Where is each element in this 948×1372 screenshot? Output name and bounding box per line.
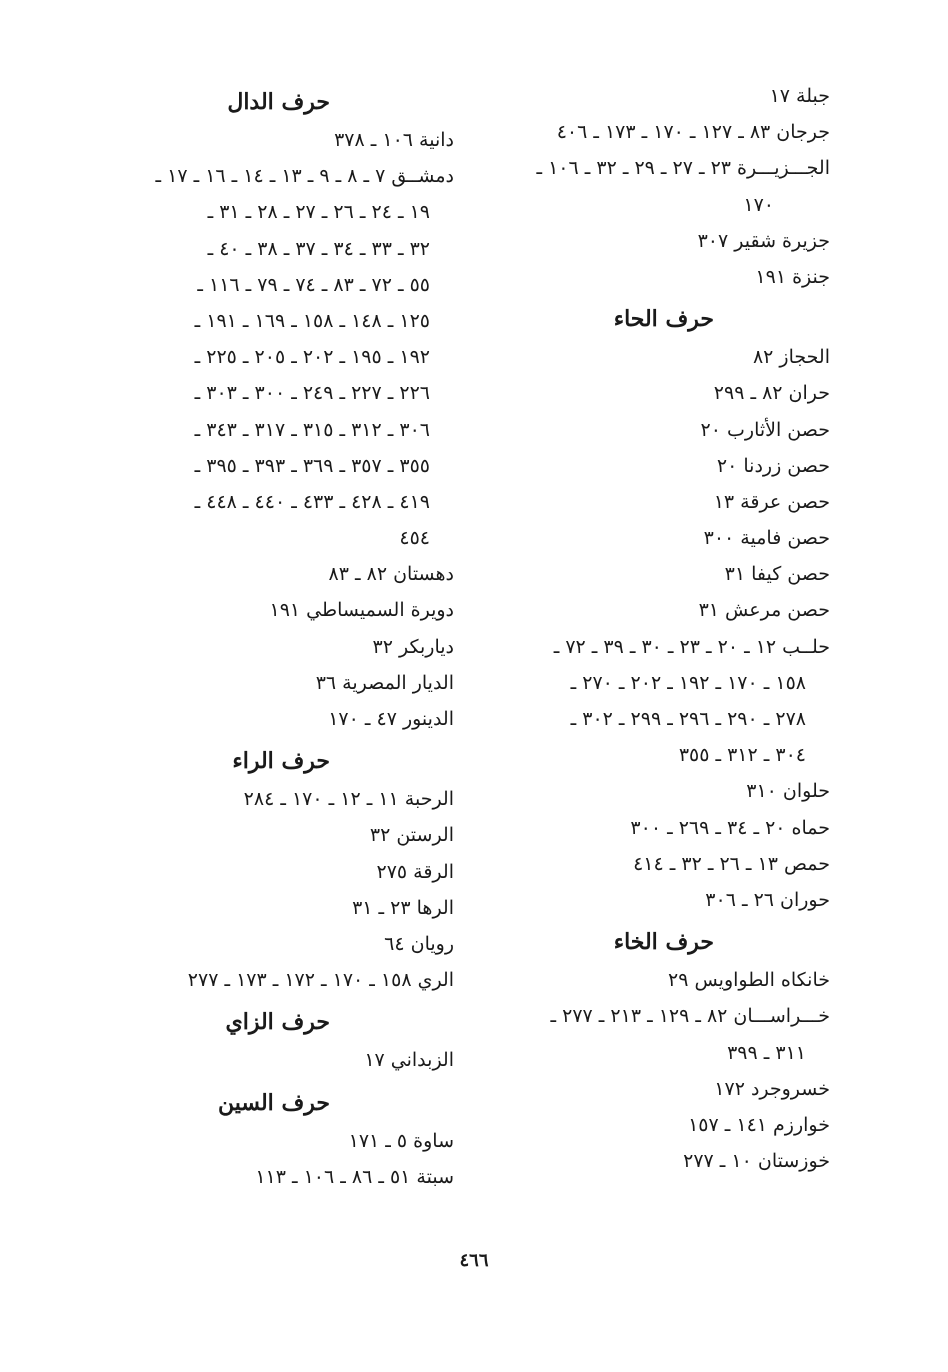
index-entry-continuation: ٣٠٤ ـ ٣١٢ ـ ٣٥٥ <box>678 744 806 767</box>
index-entry-continuation: ٢٢٦ ـ ٢٢٧ ـ ٢٤٩ ـ ٣٠٠ ـ ٣٠٣ ـ <box>194 382 430 405</box>
index-entry: الري ١٥٨ ـ ١٧٠ ـ ١٧٢ ـ ١٧٣ ـ ٢٧٧ <box>187 969 454 992</box>
index-entry-continuation: ١٥٨ ـ ١٧٠ ـ ١٩٢ ـ ٢٠٢ ـ ٢٧٠ ـ <box>570 671 806 694</box>
index-entry: حماه ٢٠ ـ ٣٤ ـ ٢٦٩ ـ ٣٠٠ <box>630 816 830 839</box>
index-entry-continuation: ٤١٩ ـ ٤٢٨ ـ ٤٣٣ ـ ٤٤٠ ـ ٤٤٨ ـ <box>194 490 430 513</box>
index-entry: جرجان ٨٣ ـ ١٢٧ ـ ١٧٠ ـ ١٧٣ ـ ٤٠٦ <box>556 121 830 144</box>
index-entry: ساوة ٥ ـ ١٧١ <box>348 1129 454 1152</box>
index-entry: خـــراســـان ٨٢ ـ ١٢٩ ـ ٢١٣ ـ ٢٧٧ ـ <box>550 1005 830 1028</box>
index-entry: دمشــق ٧ ـ ٨ ـ ٩ ـ ١٣ ـ ١٤ ـ ١٦ ـ ١٧ ـ <box>155 165 454 188</box>
index-entry: الرها ٢٣ ـ ٣١ <box>352 896 454 919</box>
index-entry: حصن فامية ٣٠٠ <box>703 527 830 550</box>
index-entry: الجـــزيـــرة ٢٣ ـ ٢٧ ـ ٢٩ ـ ٣٢ ـ ١٠٦ ـ <box>536 157 830 180</box>
index-entry: دهستان ٨٢ ـ ٨٣ <box>328 563 454 586</box>
index-entry-continuation: ١٩٢ ـ ١٩٥ ـ ٢٠٢ ـ ٢٠٥ ـ ٢٢٥ ـ <box>194 346 430 369</box>
index-entry-continuation: ١٧٠ <box>743 193 774 216</box>
index-entry: خانكاه الطواويس ٢٩ <box>668 969 830 992</box>
index-entry: حصن زردنا ٢٠ <box>716 454 830 477</box>
index-entry: حمص ١٣ ـ ٢٦ ـ ٣٢ ـ ٤١٤ <box>633 852 830 875</box>
index-entry: الحجاز ٨٢ <box>752 346 830 369</box>
index-entry: دياربكر ٣٢ <box>372 635 454 658</box>
index-entry: حلوان ٣١٠ <box>746 780 830 803</box>
index-entry: جنزة ١٩١ <box>755 265 830 288</box>
index-entry: حصن عرقة ١٣ <box>713 490 830 513</box>
index-entry-continuation: ٣٥٥ ـ ٣٥٧ ـ ٣٦٩ ـ ٣٩٣ ـ ٣٩٥ ـ <box>194 454 430 477</box>
index-entry: جزيرة شقير ٣٠٧ <box>697 229 830 252</box>
section-heading: حرف الزاي <box>225 1009 330 1036</box>
index-entry-continuation: ١٩ ـ ٢٤ ـ ٢٦ ـ ٢٧ ـ ٢٨ ـ ٣١ ـ <box>207 201 430 224</box>
section-heading: حرف الراء <box>232 748 330 775</box>
index-entry: رويان ٦٤ <box>384 932 454 955</box>
index-entry-continuation: ٤٥٤ <box>399 527 430 550</box>
index-entry: خوارزم ١٤١ ـ ١٥٧ <box>688 1113 830 1136</box>
section-heading: حرف الحاء <box>613 306 714 333</box>
index-entry-continuation: ١٢٥ ـ ١٤٨ ـ ١٥٨ ـ ١٦٩ ـ ١٩١ ـ <box>194 309 430 332</box>
index-entry: دويرة السميساطي ١٩١ <box>269 599 454 622</box>
index-column-right <box>470 78 830 1179</box>
index-entry: الرحبة ١١ ـ ١٢ ـ ١٧٠ ـ ٢٨٤ <box>243 788 454 811</box>
section-heading: حرف الخاء <box>613 929 714 956</box>
index-entry: حلــب ١٢ ـ ٢٠ ـ ٢٣ ـ ٣٠ ـ ٣٩ ـ ٧٢ ـ <box>553 635 830 658</box>
section-heading: حرف الدال <box>227 89 330 115</box>
index-entry: حصن كيفا ٣١ <box>724 563 830 586</box>
index-entry: الديار المصرية ٣٦ <box>315 671 454 694</box>
index-entry: حصن الأثارب ٢٠ <box>700 418 830 441</box>
index-entry: حران ٨٢ ـ ٢٩٩ <box>713 382 830 405</box>
index-entry-continuation: ٢٧٨ ـ ٢٩٠ ـ ٢٩٦ ـ ٢٩٩ ـ ٣٠٢ ـ <box>570 708 806 730</box>
index-entry-continuation: ٥٥ ـ ٧٢ ـ ٨٣ ـ ٧٤ ـ ٧٩ ـ ١١٦ ـ <box>197 273 430 296</box>
index-column-left <box>94 78 454 1195</box>
index-entry: الزبداني ١٧ <box>364 1049 454 1072</box>
index-entry: خوزستان ١٠ ـ ٢٧٧ <box>683 1150 830 1173</box>
index-entry: جبلة ١٧ <box>769 85 830 107</box>
index-entry: الدينور ٤٧ ـ ١٧٠ <box>328 708 454 730</box>
index-entry: الرستن ٣٢ <box>369 824 454 847</box>
index-entry-continuation: ٣٢ ـ ٣٣ ـ ٣٤ ـ ٣٧ ـ ٣٨ ـ ٤٠ ـ <box>207 237 430 260</box>
index-entry: حوران ٢٦ ـ ٣٠٦ <box>705 888 830 911</box>
index-entry: الرقة ٢٧٥ <box>376 860 454 883</box>
index-entry-continuation: ٣٠٦ ـ ٣١٢ ـ ٣١٥ ـ ٣١٧ ـ ٣٤٣ ـ <box>194 418 430 441</box>
index-entry: سبتة ٥١ ـ ٨٦ ـ ١٠٦ ـ ١١٣ <box>255 1165 454 1188</box>
index-entry: حصن مرعش ٣١ <box>698 599 830 622</box>
index-entry: دانية ١٠٦ ـ ٣٧٨ <box>334 129 454 151</box>
section-heading: حرف السين <box>217 1089 330 1116</box>
page-number: ٤٦٦ <box>459 1250 489 1271</box>
index-entry: خسروجرد ١٧٢ <box>714 1077 830 1100</box>
index-entry-continuation: ٣١١ ـ ٣٩٩ <box>727 1041 806 1064</box>
